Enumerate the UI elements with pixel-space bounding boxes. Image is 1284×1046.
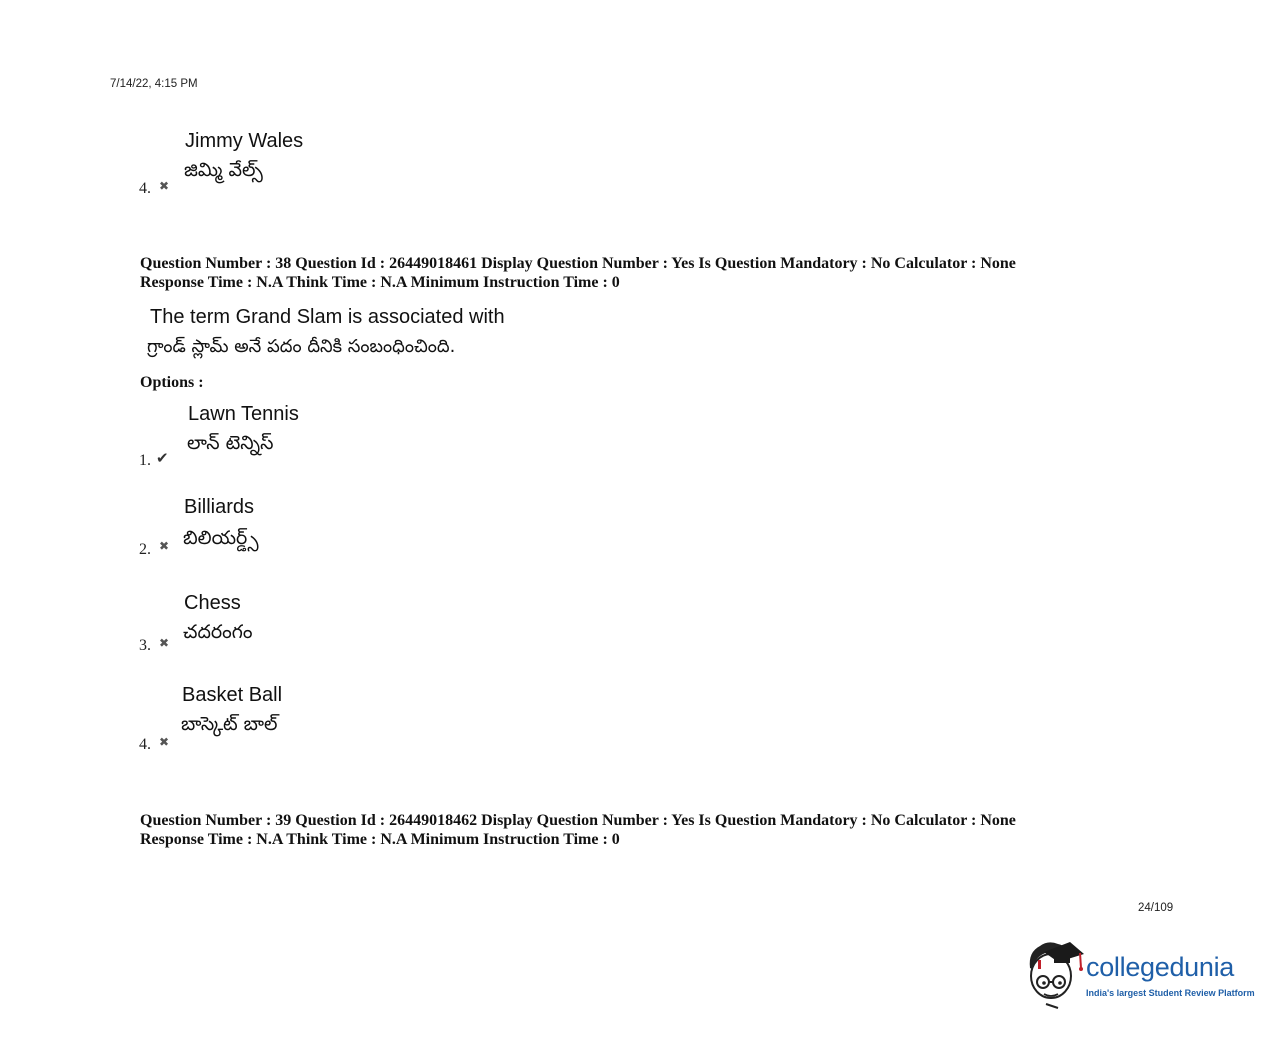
timestamp: 7/14/22, 4:15 PM (110, 78, 198, 90)
cross-icon: ✖ (159, 735, 170, 749)
cross-icon: ✖ (159, 636, 170, 650)
option-text-en: Basket Ball (182, 684, 283, 706)
page-number: 24/109 (1138, 902, 1174, 914)
option-text-en: Lawn Tennis (188, 403, 299, 425)
option-number: 2. (139, 541, 151, 558)
question-meta-line2: Response Time : N.A Think Time : N.A Minimum Instruction Time : 0 (140, 831, 620, 848)
collegedunia-logo (1024, 938, 1264, 1010)
option-text-te: చదరంగం (183, 621, 253, 643)
option-number: 4. (139, 736, 151, 753)
option-text-te: బిలియర్డ్స్ (183, 527, 259, 549)
option-text-te: జిమ్మి వేల్స్ (184, 159, 263, 181)
option-number: 1. (139, 452, 151, 469)
question-meta (140, 254, 1016, 292)
option-text-te: బాస్కెట్ బాల్ (181, 713, 278, 735)
question-meta-line1: Question Number : 38 Question Id : 26449018461 Display Question Number : Yes Is Question Mandatory : No Calculator : None (140, 255, 1016, 272)
check-icon: ✔ (156, 449, 169, 467)
logo-wordmark: collegedunia (1086, 952, 1235, 982)
logo-tagline: India's largest Student Review Platform (1086, 988, 1255, 998)
question-text-en: The term Grand Slam is associated with (150, 306, 505, 328)
cross-icon: ✖ (159, 179, 170, 193)
question-meta-line2: Response Time : N.A Think Time : N.A Minimum Instruction Time : 0 (140, 274, 620, 291)
options-label: Options : (140, 374, 204, 391)
option-text-en: Billiards (184, 496, 255, 518)
question-text-te: గ్రాండ్ స్లామ్ అనే పదం దీనికి సంబంధించింది. (147, 336, 456, 357)
option-number: 3. (139, 637, 151, 654)
option-text-en: Jimmy Wales (185, 130, 304, 152)
question-meta (140, 811, 1016, 849)
option-text-te: లాన్ టెన్నిస్ (187, 432, 274, 454)
option-text-en: Chess (184, 592, 241, 614)
question-meta-line1: Question Number : 39 Question Id : 26449018462 Display Question Number : Yes Is Question Mandatory : No Calculator : None (140, 812, 1016, 829)
cross-icon: ✖ (159, 539, 170, 553)
option-number: 4. (139, 180, 151, 197)
mascot-icon (1024, 938, 1086, 1010)
